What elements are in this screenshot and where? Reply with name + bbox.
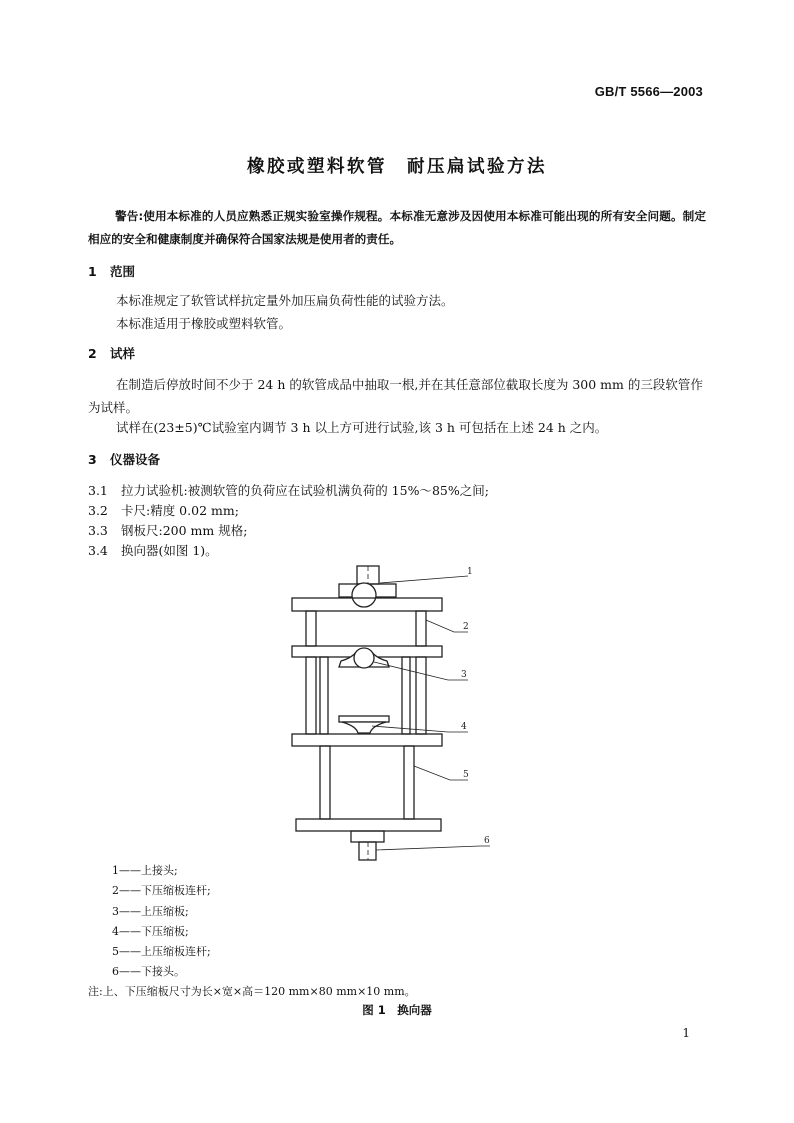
section-3-number: 3 <box>88 452 97 467</box>
bottom-cross-plate <box>296 819 441 831</box>
item-3-1-number: 3.1 <box>88 483 108 498</box>
legend-item-2: 2——下压缩板连杆; <box>112 884 211 898</box>
callout-5: 5 <box>463 770 469 780</box>
item-3-4-number: 3.4 <box>88 543 108 558</box>
lower-compression-plate-top <box>339 716 389 722</box>
callout-4: 4 <box>461 722 467 732</box>
inner-rod-right-outer <box>416 657 426 734</box>
lower-compression-plate-base <box>342 722 386 733</box>
leader-line-6 <box>376 846 490 850</box>
section-3-title: 仪器设备 <box>110 452 161 467</box>
leader-line-2 <box>426 620 468 632</box>
legend-item-5: 5——上压缩板连杆; <box>112 945 211 959</box>
section-1-paragraph-2: 本标准适用于橡胶或塑料软管。 <box>116 316 292 331</box>
inner-rod-left-outer <box>306 657 316 734</box>
legend-list <box>112 861 211 983</box>
legend-item-3: 3——上压缩板; <box>112 904 189 918</box>
section-2-paragraph-1: 在制造后停放时间不少于 24 h 的软管成品中抽取一根,并在其任意部位截取长度为 300 mm 的三段软管作为试样。 <box>88 377 703 415</box>
section-2-title: 试样 <box>110 346 136 361</box>
leader-line-4 <box>372 726 468 732</box>
leader-line-5 <box>414 766 468 780</box>
callout-2: 2 <box>463 622 469 632</box>
item-3-4-text: 换向器(如图 1)。 <box>121 543 218 558</box>
upper-rod-right <box>416 611 426 646</box>
standard-number: GB/T 5566—2003 <box>594 84 703 99</box>
callout-1: 1 <box>467 567 473 577</box>
lower-rod-right <box>404 746 414 819</box>
warning-paragraph: 警告:使用本标准的人员应熟悉正规实验室操作规程。本标准无意涉及因使用本标准可能出现的所有安全问题。制定相应的安全和健康制度并确保符合国家法规是使用者的责任。 <box>88 209 706 246</box>
callout-3: 3 <box>461 670 467 680</box>
figure-caption: 图 1 换向器 <box>362 1003 432 1017</box>
bottom-connector-flange <box>351 831 384 842</box>
section-1-paragraph-1: 本标准规定了软管试样抗定量外加压扁负荷性能的试验方法。 <box>116 293 454 308</box>
item-3-2-text: 卡尺:精度 0.02 mm; <box>121 503 239 518</box>
top-connector-ball <box>352 583 376 607</box>
legend-item-6: 6——下接头。 <box>112 965 185 979</box>
section-1-number: 1 <box>88 264 97 279</box>
item-3-1-text: 拉力试验机:被测软管的负荷应在试验机满负荷的 15%～85%之间; <box>121 483 489 498</box>
item-3-3-number: 3.3 <box>88 523 108 538</box>
section-1-title: 范围 <box>110 264 136 279</box>
callout-6: 6 <box>484 836 490 846</box>
lower-rod-left <box>320 746 330 819</box>
inner-rod-left-inner <box>320 657 328 734</box>
legend-item-1: 1——上接头; <box>112 864 178 877</box>
inner-rod-right-inner <box>402 657 410 734</box>
item-3-2-number: 3.2 <box>88 503 108 518</box>
section-2-number: 2 <box>88 346 97 361</box>
legend-item-4: 4——下压缩板; <box>112 924 189 938</box>
leader-line-1 <box>380 576 468 583</box>
figure-note: 注:上、下压缩板尺寸为长×宽×高＝120 mm×80 mm×10 mm。 <box>88 985 416 998</box>
upper-rod-left <box>306 611 316 646</box>
page-number: 1 <box>682 1026 690 1040</box>
section-2-paragraph-2: 试样在(23±5)℃试验室内调节 3 h 以上方可进行试验,该 3 h 可包括在上述 24 h 之内。 <box>116 420 608 435</box>
document-title: 橡胶或塑料软管 耐压扁试验方法 <box>247 157 547 177</box>
middle-cross-plate <box>292 734 442 746</box>
upper-plate-ball <box>354 648 374 668</box>
item-3-3-text: 钢板尺:200 mm 规格; <box>121 523 248 538</box>
bottom-connector-stem <box>359 842 376 860</box>
